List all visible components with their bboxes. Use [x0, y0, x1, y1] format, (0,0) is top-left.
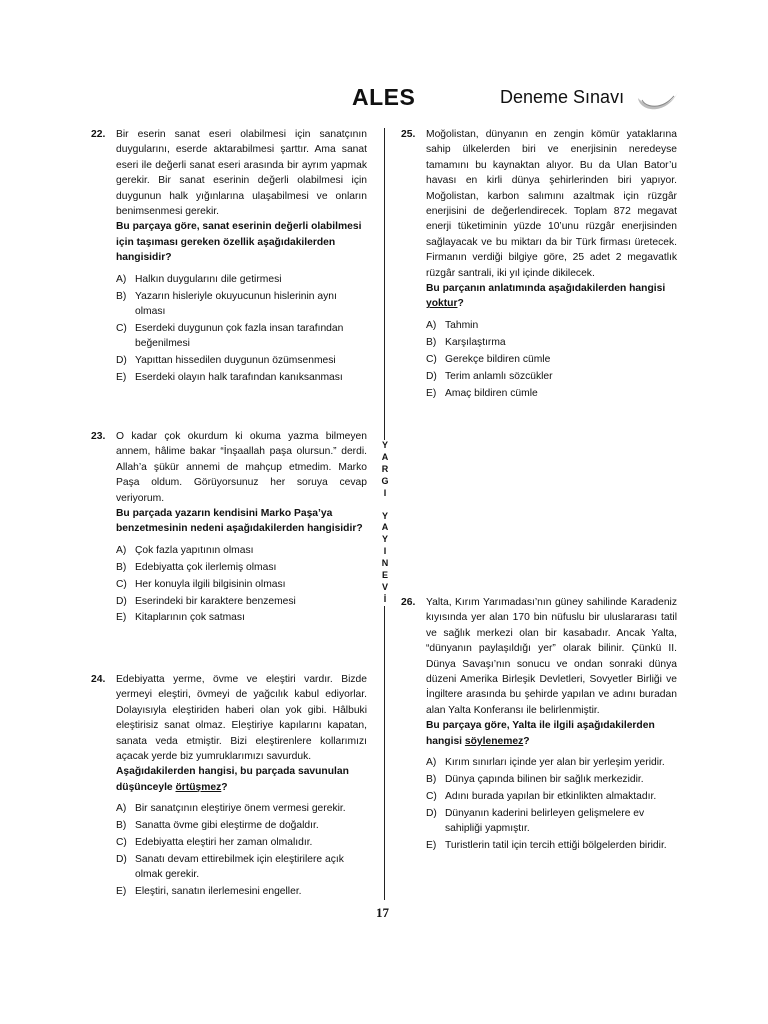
exam-title: ALES: [352, 84, 416, 110]
question-25: [401, 127, 677, 402]
question-number: 25.: [401, 129, 416, 140]
question-23: [91, 429, 367, 627]
question-prompt: Aşağıdakilerden hangisi, bu parçada savunulan düşünceyle örtüşmez?: [116, 766, 349, 793]
option-a[interactable]: A) Çok fazla yapıtının olması: [116, 544, 254, 556]
option-d[interactable]: D) Sanatı devam ettirebilmek için eleştirilere açık olmak gerekir.: [116, 853, 344, 881]
option-e[interactable]: E) Eserdeki olayın halk tarafından kanıksanması: [116, 372, 343, 384]
option-a[interactable]: A) Tahmin: [426, 319, 479, 331]
question-26: [401, 595, 677, 855]
option-c[interactable]: C) Her konuyla ilgili bilgisinin olması: [116, 578, 286, 590]
page-number: 17: [376, 905, 389, 920]
option-d[interactable]: D) Yapıttan hissedilen duygunun özümsenmesi: [116, 355, 336, 367]
option-c[interactable]: C) Eserdeki duygunun çok fazla insan tarafından beğenilmesi: [116, 322, 344, 350]
option-c[interactable]: C) Edebiyatta eleştiri her zaman olmalıdır.: [116, 837, 313, 849]
question-22: [91, 127, 367, 387]
question-prompt: Bu parçaya göre, Yalta ile ilgili aşağıdakilerden hangisi söylenemez?: [426, 720, 655, 747]
question-number: 24.: [91, 674, 106, 685]
option-c[interactable]: C) Adını burada yapılan bir etkinlikten almaktadır.: [426, 790, 657, 802]
question-stem: Bir eserin sanat eseri olabilmesi için sanatçının duygularını, eserde aktarabilmesi şarttır. Ama sanat eseri ile değerli sanat eseri arasında bir ayrım yapmak gerekir. Bir sanat eserinin değerli olabilmesi için duygunun halk yığınlarına ulaşabilmesi ve onların benimsenmesi gerekir.: [116, 129, 367, 218]
option-b[interactable]: B) Karşılaştırma: [426, 336, 506, 348]
swoosh-icon: [632, 82, 682, 116]
option-d[interactable]: D) Dünyanın kaderini belirleyen gelişmelere ev sahipliği yapmıştır.: [426, 807, 645, 835]
publisher-vertical-label: Y A R G I Y A Y I N E V İ: [377, 440, 393, 606]
option-a[interactable]: A) Bir sanatçının eleştiriye önem vermesi gerekir.: [116, 803, 346, 815]
question-stem: Yalta, Kırım Yarımadası’nın güney sahilinde Karadeniz kıyısında yer alan 170 bin nüfuslu bir uluslararası tatil ve sağlık merkezi olan bir kasabadır. Ancak Yalta, “dünyanın paylaşıldığı yer” olarak bilinir. Çünkü II. Dünya Savaşı’nın sonucu ve ondan sonraki dünya düzeni Amerika Birleşik Devletleri, Sovyetler Birliği ve İngiltere arasında bu şehirde yapılan ve adını buradan alan Yalta Konferansı ile belirlenmiştir.: [426, 597, 677, 716]
option-a[interactable]: A) Halkın duygularını dile getirmesi: [116, 273, 282, 285]
option-e[interactable]: E) Eleştiri, sanatın ilerlemesini engeller.: [116, 886, 302, 898]
option-d[interactable]: D) Terim anlamlı sözcükler: [426, 370, 553, 382]
question-number: 22.: [91, 129, 106, 140]
question-prompt: Bu parçada yazarın kendisini Marko Paşa’ya benzetmesinin nedeni aşağıdakilerden hangisidir?: [116, 508, 363, 535]
question-stem: Moğolistan, dünyanın en zengin kömür yataklarına sahip ülkelerden biri ve enerjisinin neredeyse tamamını bu kaynaktan alıyor. Bu da Ulan Bator’u havası en kirli dünya şehirlerinden biri yapıyor. Moğolistan, karbon salımını azaltmak için rüzgâr enerjisini de değerlendirecek. Toplam 872 megavat enerji tüketiminin yüzde 10’unu rüzgâr enerjisinden sağlayacak ve bu miktarı da bir Türk firması üretecek. Firmanın verdiği bilgiye göre, 25 adet 2 megavatlık rüzgâr santrali, iki yıl içinde dikilecek.: [426, 129, 677, 279]
question-number: 26.: [401, 597, 416, 608]
option-d[interactable]: D) Eserindeki bir karaktere benzemesi: [116, 595, 296, 607]
option-a[interactable]: A) Kırım sınırları içinde yer alan bir yerleşim yeridir.: [426, 757, 665, 769]
option-e[interactable]: E) Amaç bildiren cümle: [426, 387, 538, 399]
option-b[interactable]: B) Edebiyatta çok ilerlemiş olması: [116, 561, 277, 573]
option-e[interactable]: E) Turistlerin tatil için tercih ettiği bölgelerden biridir.: [426, 840, 667, 852]
option-b[interactable]: B) Yazarın hisleriyle okuyucunun hislerinin aynı olması: [116, 290, 337, 317]
option-b[interactable]: B) Sanatta övme gibi eleştirme de doğaldır.: [116, 820, 319, 832]
question-stem: Edebiyatta yerme, övme ve eleştiri vardır. Bizde yermeyi eleştiri, övmeyi de yağcılık kabul ediyorlar. Dolayısıyla eleştiriden haberi olan yok gibi. Hâlbuki eleştirisiz sanat olmaz. Eleştiriye kapılarını kapatan, sanata veda etmiştir. Bizi eleştirenlere kollarımızı açacak yerde biz yumruklarımızı savurduk.: [116, 674, 367, 763]
question-number: 23.: [91, 431, 106, 442]
question-prompt: Bu parçaya göre, sanat eserinin değerli olabilmesi için taşıması gereken özellik aşağıdakilerden hangisidir?: [116, 221, 362, 264]
option-e[interactable]: E) Kitaplarının çok satması: [116, 612, 245, 624]
exam-subtitle: Deneme Sınavı: [500, 87, 625, 107]
question-24: [91, 672, 367, 901]
question-prompt: Bu parçanın anlatımında aşağıdakilerden hangisi yoktur?: [426, 283, 666, 310]
option-c[interactable]: C) Gerekçe bildiren cümle: [426, 353, 551, 365]
option-b[interactable]: B) Dünya çapında bilinen bir sağlık merkezidir.: [426, 773, 644, 785]
question-stem: O kadar çok okurdum ki okuma yazma bilmeyen annem, hâlime bakar “İnşaallah paşa olursun.” derdi. Allah’a şükür annemi de mahçup etmedim. Marko Paşa oldum. Görüyorsunuz her soruya cevap veriyorum.: [116, 431, 367, 504]
